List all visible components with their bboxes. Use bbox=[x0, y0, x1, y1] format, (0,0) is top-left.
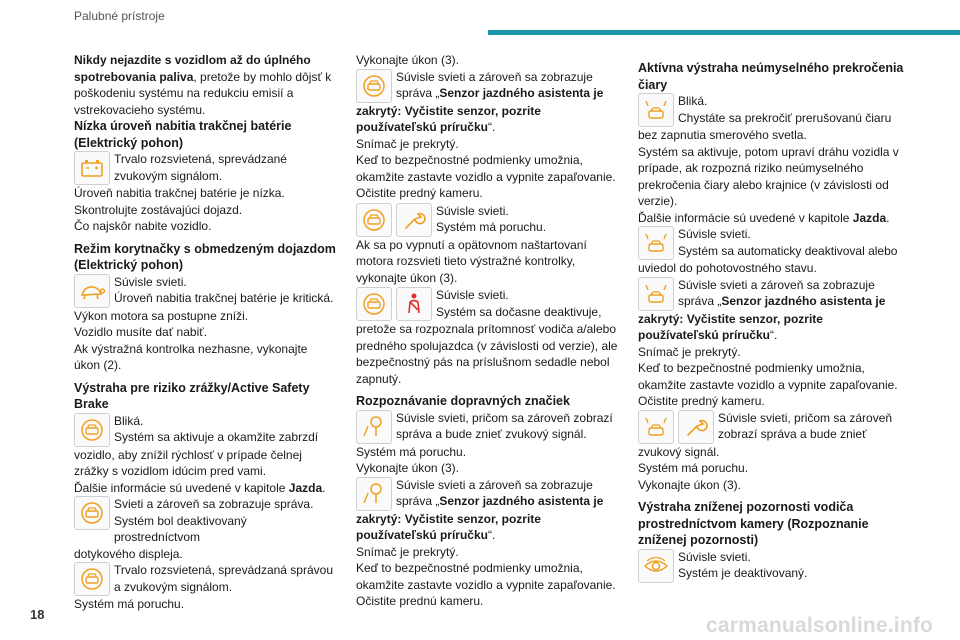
lane-row-a bbox=[638, 93, 906, 127]
header-title: Palubné prístroje bbox=[74, 9, 165, 23]
msg-end: “. bbox=[488, 120, 496, 134]
collision-a-ref bbox=[74, 480, 336, 497]
lane-a-ref bbox=[638, 210, 906, 227]
turtle-line-1: Výkon motora sa postupne zníži. bbox=[74, 308, 249, 323]
lane-c-line-3: Očistite predný kameru. bbox=[638, 394, 765, 408]
wrench-icon bbox=[678, 410, 714, 444]
heading-traffic-signs: Rozpoznávanie dopravných značiek bbox=[356, 394, 570, 408]
c2-row-a bbox=[356, 69, 622, 103]
collision-alert-icon bbox=[74, 496, 110, 530]
lane-c-line-1: Snímač je prekrytý. bbox=[638, 344, 741, 359]
c2-s2-b-line-1: Snímač je prekrytý. bbox=[356, 544, 459, 559]
lane-d-icon-line-1: Súvisle svieti, pričom sa zároveň bbox=[718, 410, 893, 425]
msg-bold-1: Senzor jazdného asistenta je bbox=[439, 494, 604, 508]
battery-line-1: Úroveň nabitia trakčnej batérie je nízka. bbox=[74, 186, 285, 200]
c2-s2-b-line-2: Keď to bezpečnostné podmienky umožnia, okamžite zastavte vozidlo a vypnite zapaľovanie. bbox=[356, 561, 616, 592]
lane-c-line-2: Keď to bezpečnostné podmienky umožnia, okamžite zastavte vozidlo a vypnite zapaľovanie. bbox=[638, 361, 898, 392]
lane-c-msg bbox=[678, 293, 885, 310]
c2-a-msg-cont bbox=[356, 103, 622, 136]
battery-line-3: Čo najskôr nabite vozidlo. bbox=[74, 219, 212, 233]
collision-alert-icon bbox=[356, 287, 392, 321]
driver-attention-icon bbox=[638, 549, 674, 583]
attention-row bbox=[638, 549, 906, 583]
traffic-sign-icon bbox=[356, 477, 392, 511]
msg-prefix: správa „ bbox=[396, 494, 440, 508]
collision-a-icon-line-1: Bliká. bbox=[114, 413, 144, 428]
wrench-icon bbox=[396, 203, 432, 237]
turtle-line-2: Vozidlo musíte dať nabiť. bbox=[74, 325, 208, 339]
lane-row-c bbox=[638, 277, 906, 311]
traffic-sign-icon bbox=[356, 410, 392, 444]
msg-bold-2: zakrytý: Vyčistite senzor, pozrite používateľskú príručku bbox=[356, 511, 541, 542]
battery-icon-line-2: zvukovým signálom. bbox=[114, 168, 223, 183]
ref-text: Ďalšie informácie sú uvedené v kapitole bbox=[74, 480, 289, 495]
attention-icon-line-1: Súvisle svieti. bbox=[678, 549, 751, 564]
collision-b-icon-line-2: Systém bol deaktivovaný prostredníctvom bbox=[114, 513, 247, 544]
battery-icon-line-1: Trvalo rozsvietená, sprevádzané bbox=[114, 152, 287, 166]
c2-s2-b-msg bbox=[396, 493, 603, 510]
column-1 bbox=[74, 52, 336, 613]
lane-a-line-1: bez zapnutia smerového svetla. bbox=[638, 128, 807, 142]
ref-end: . bbox=[886, 210, 890, 225]
lane-d-line-1: zvukový signál. bbox=[638, 444, 720, 459]
msg-bold-2: zakrytý: Vyčistite senzor, pozrite používateľskú príručku bbox=[356, 103, 541, 134]
lane-row-d bbox=[638, 410, 906, 444]
collision-b-line-1: dotykového displeja. bbox=[74, 546, 183, 561]
c2-c-icon-line-2: Systém sa dočasne deaktivuje, bbox=[436, 304, 602, 319]
collision-c-icon-line-2: a zvukovým signálom. bbox=[114, 579, 233, 594]
c2-row-c bbox=[356, 287, 622, 321]
msg-bold-1: Senzor jazdného asistenta je bbox=[721, 294, 886, 308]
collision-alert-icon bbox=[356, 203, 392, 237]
msg-end: “. bbox=[488, 528, 496, 542]
turtle-icon-line-2: Úroveň nabitia trakčnej batérie je kritická. bbox=[114, 291, 334, 305]
collision-alert-icon bbox=[74, 562, 110, 596]
c2-a-line-1: Snímač je prekrytý. bbox=[356, 136, 459, 151]
heading-collision: Výstraha pre riziko zrážky/Active Safety Brake bbox=[74, 380, 310, 411]
lane-departure-icon bbox=[638, 277, 674, 311]
c2-a-msg bbox=[396, 85, 603, 102]
watermark: carmanualsonline.info bbox=[706, 614, 934, 637]
lane-d-icon-line-2: zobrazí správa a bude znieť bbox=[718, 427, 867, 441]
turtle-icon bbox=[74, 274, 110, 308]
c2-s2-a-icon-line-2: správa a bude znieť zvukový signál. bbox=[396, 427, 587, 441]
msg-bold-1: Senzor jazdného asistenta je bbox=[439, 86, 604, 100]
attention-icon-line-2: Systém je deaktivovaný. bbox=[678, 566, 808, 580]
lane-d-line-3: Vykonajte úkon (3). bbox=[638, 477, 741, 492]
msg-prefix: správa „ bbox=[678, 294, 722, 308]
lane-c-icon-line-1: Súvisle svieti a zároveň sa zobrazuje bbox=[678, 277, 875, 292]
lane-b-icon-line-1: Súvisle svieti. bbox=[678, 227, 751, 241]
collision-a-line-1: vozidlo, aby znížil rýchlosť v prípade čelnej zrážky s vozidlom idúcim pred vami. bbox=[74, 447, 302, 478]
intro-bold: Nikdy nejazdite s vozidlom až do úplného spotrebovania paliva bbox=[74, 53, 311, 84]
collision-c-line-1: Systém má poruchu. bbox=[74, 597, 185, 611]
heading-attention: Výstraha zníženej pozornosti vodiča prostredníctvom kamery (Rozpoznanie zníženej pozornosti) bbox=[638, 500, 869, 547]
column-2 bbox=[356, 52, 622, 610]
lane-a-icon-line-2: Chystáte sa prekročiť prerušovanú čiaru bbox=[678, 110, 892, 125]
lane-departure-icon bbox=[638, 410, 674, 444]
c2-a-icon-line-1: Súvisle svieti a zároveň sa zobrazuje bbox=[396, 69, 593, 84]
c2-a-line-3: Očistite predný kameru. bbox=[356, 186, 483, 200]
msg-end: “. bbox=[770, 328, 778, 342]
lane-b-icon-line-2: Systém sa automaticky deaktivoval alebo bbox=[678, 243, 898, 258]
c2-top-line: Vykonajte úkon (3). bbox=[356, 53, 459, 67]
ref-bold: Jazda bbox=[288, 480, 323, 495]
collision-alert-icon bbox=[356, 69, 392, 103]
msg-prefix: správa „ bbox=[396, 86, 440, 100]
c2-s2-row-b bbox=[356, 477, 622, 511]
collision-alert-icon bbox=[74, 413, 110, 447]
lane-d-line-2: Systém má poruchu. bbox=[638, 461, 749, 475]
battery-warning-icon bbox=[74, 151, 110, 185]
collision-row-c bbox=[74, 562, 336, 596]
c2-b-line-1: Ak sa po vypnutí a opätovnom naštartovaní motora rozsvieti tieto výstražné kontrolky, vykonajte úkon (3). bbox=[356, 237, 587, 285]
lane-c-msg-cont bbox=[638, 311, 906, 344]
collision-b-icon-line-1: Svieti a zároveň sa zobrazuje správa. bbox=[114, 497, 314, 511]
lane-a-line-2: Systém sa aktivuje, potom upraví dráhu vozidla v prípade, ak rozpozná riziko neúmyselného prekročenia čiary alebo krajnice (v závislosti od verzie). bbox=[638, 144, 899, 208]
lane-departure-icon bbox=[638, 226, 674, 260]
heading-battery: Nízka úroveň nabitia trakčnej batérie (Elektrický pohon) bbox=[74, 119, 292, 150]
c2-c-icon-line-1: Súvisle svieti. bbox=[436, 288, 509, 302]
seatbelt-icon bbox=[396, 287, 432, 321]
collision-row-b bbox=[74, 496, 336, 546]
c2-s2-b-icon-line-1: Súvisle svieti a zároveň sa zobrazuje bbox=[396, 477, 593, 492]
turtle-row bbox=[74, 274, 336, 308]
collision-a-icon-line-2: Systém sa aktivuje a okamžite zabrzdí bbox=[114, 430, 319, 444]
c2-a-line-2: Keď to bezpečnostné podmienky umožnia, okamžite zastavte vozidlo a vypnite zapaľovanie. bbox=[356, 153, 616, 184]
collision-row-a bbox=[74, 413, 336, 447]
lane-row-b bbox=[638, 226, 906, 260]
heading-turtle: Režim korytnačky s obmedzeným dojazdom (Elektrický pohon) bbox=[74, 241, 336, 272]
page-number: 18 bbox=[30, 607, 45, 622]
lane-b-line-1: uviedol do pohotovostného stavu. bbox=[638, 261, 817, 275]
c2-s2-row-a bbox=[356, 410, 622, 444]
ref-text: Ďalšie informácie sú uvedené v kapitole bbox=[638, 210, 853, 225]
ref-end: . bbox=[322, 480, 326, 495]
collision-c-icon-line-1: Trvalo rozsvietená, sprevádzaná správou bbox=[114, 563, 333, 577]
c2-s2-a-icon-line-1: Súvisle svieti, pričom sa zároveň zobrazí bbox=[396, 410, 613, 425]
c2-c-line-1: pretože sa rozpoznala prítomnosť vodiča a/alebo predného spolujazdca (v závislosti od verzie), ale bezpečnostný pás na príslušnom sedadle nebol zapnutý. bbox=[356, 322, 618, 386]
turtle-icon-line-1: Súvisle svieti. bbox=[114, 274, 187, 289]
battery-line-2: Skontrolujte zostávajúci dojazd. bbox=[74, 202, 243, 217]
intro-paragraph bbox=[74, 52, 336, 118]
lane-departure-icon bbox=[638, 93, 674, 127]
c2-s2-b-msg-cont bbox=[356, 511, 622, 544]
c2-b-icon-line-2: Systém má poruchu. bbox=[436, 220, 547, 234]
msg-bold-2: zakrytý: Vyčistite senzor, pozrite používateľskú príručku bbox=[638, 311, 823, 342]
c2-s2-a-line-1: Systém má poruchu. bbox=[356, 444, 467, 459]
heading-lane: Aktívna výstraha neúmyselného prekročenia čiary bbox=[638, 61, 904, 92]
c2-row-b bbox=[356, 203, 622, 237]
lane-a-icon-line-1: Bliká. bbox=[678, 94, 708, 108]
battery-row bbox=[74, 151, 336, 185]
c2-b-icon-line-1: Súvisle svieti. bbox=[436, 203, 509, 218]
ref-bold: Jazda bbox=[852, 210, 887, 225]
intro-rest: , pretože by mohlo dôjsť k poškodeniu systému na redukciu emisií a vstrekovacieho systému. bbox=[74, 69, 332, 117]
header-rule bbox=[488, 30, 960, 35]
turtle-line-3: Ak výstražná kontrolka nezhasne, vykonajte úkon (2). bbox=[74, 341, 308, 372]
c2-s2-b-line-3: Očistite prednú kameru. bbox=[356, 594, 484, 608]
column-3 bbox=[638, 52, 906, 583]
c2-s2-a-line-2: Vykonajte úkon (3). bbox=[356, 461, 459, 475]
